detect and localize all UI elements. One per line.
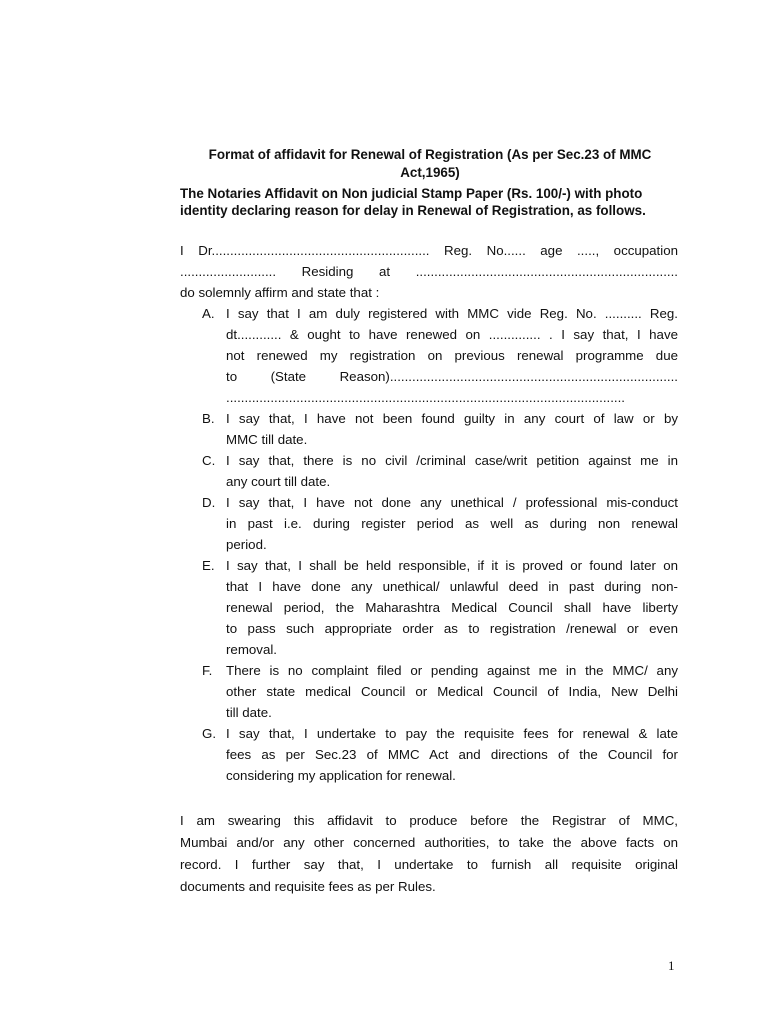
declaration-item-line: I say that, I shall be held responsible, if it is proved or found later on [226,558,678,573]
closing-line: Mumbai and/or any other concerned authorities, to take the above facts on [180,835,678,850]
intro-line: .......................... Residing at ....................................................................... [180,264,678,279]
declaration-item-letter: A. [202,306,215,321]
document-title: Format of affidavit for Renewal of Registration (As per Sec.23 of MMC Act,1965) [208,147,652,180]
declaration-item-line: not renewed my registration on previous renewal programme due [226,348,678,363]
declaration-item-line: any court till date. [226,474,331,489]
declaration-item-line: to pass such appropriate order as to registration /renewal or even [226,621,678,636]
declaration-item-line: ............................................................................................................ [226,390,625,405]
declaration-item [180,660,678,723]
declaration-item-line: I say that, I have not been found guilty in any court of law or by [226,411,678,426]
declaration-item-line: other state medical Council or Medical Council of India, New Delhi [226,684,678,699]
affidavit-body [180,240,678,786]
declaration-item [180,408,678,450]
declaration-item-line: fees as per Sec.23 of MMC Act and directions of the Council for [226,747,678,762]
intro-line: I Dr........................................................... Reg. No...... age ....., occupation [180,243,678,258]
intro-line: do solemnly affirm and state that : [180,285,380,300]
declaration-item-line: dt............ & ought to have renewed on .............. . I say that, I have [226,327,678,342]
declaration-item [180,303,678,408]
declaration-item-line: I say that, I have not done any unethical / professional mis-conduct [226,495,678,510]
declaration-item-line: in past i.e. during register period as well as during non renewal [226,516,678,531]
declaration-list [180,303,678,786]
document-subtitle: The Notaries Affidavit on Non judicial Stamp Paper (Rs. 100/-) with photo identity declaring reason for delay in Renewal of Registration, as follows. [180,186,646,218]
declaration-item-line: considering my application for renewal. [226,768,456,783]
closing-paragraph [180,810,678,898]
declaration-item-line: removal. [226,642,277,657]
closing-line: I am swearing this affidavit to produce before the Registrar of MMC, [180,813,678,828]
declaration-item-line: renewal period, the Maharashtra Medical Council shall have liberty [226,600,678,615]
declaration-item-letter: B. [202,411,215,426]
declaration-item-letter: C. [202,453,216,468]
declaration-item [180,450,678,492]
declaration-item-line: There is no complaint filed or pending against me in the MMC/ any [226,663,678,678]
declaration-item-line: to (State Reason).............................................................................. [226,369,678,384]
declaration-item-letter: E. [202,558,215,573]
declaration-item-letter: G. [202,726,217,741]
declaration-item-line: period. [226,537,267,552]
closing-line: documents and requisite fees as per Rules. [180,879,436,894]
declaration-item-line: I say that, there is no civil /criminal case/writ petition against me in [226,453,678,468]
page-number: 1 [668,958,675,973]
declaration-item-letter: D. [202,495,216,510]
declaration-item-line: till date. [226,705,272,720]
declaration-item-line: I say that I am duly registered with MMC vide Reg. No. .......... Reg. [226,306,678,321]
declaration-item-line: that I have done any unethical/ unlawful deed in past during non- [226,579,678,594]
declaration-item-line: I say that, I undertake to pay the requisite fees for renewal & late [226,726,678,741]
declaration-item [180,492,678,555]
closing-line: record. I further say that, I undertake to furnish all requisite original [180,857,678,872]
declaration-item-line: MMC till date. [226,432,308,447]
declaration-item [180,723,678,786]
declaration-item [180,555,678,660]
declaration-item-letter: F. [202,663,213,678]
